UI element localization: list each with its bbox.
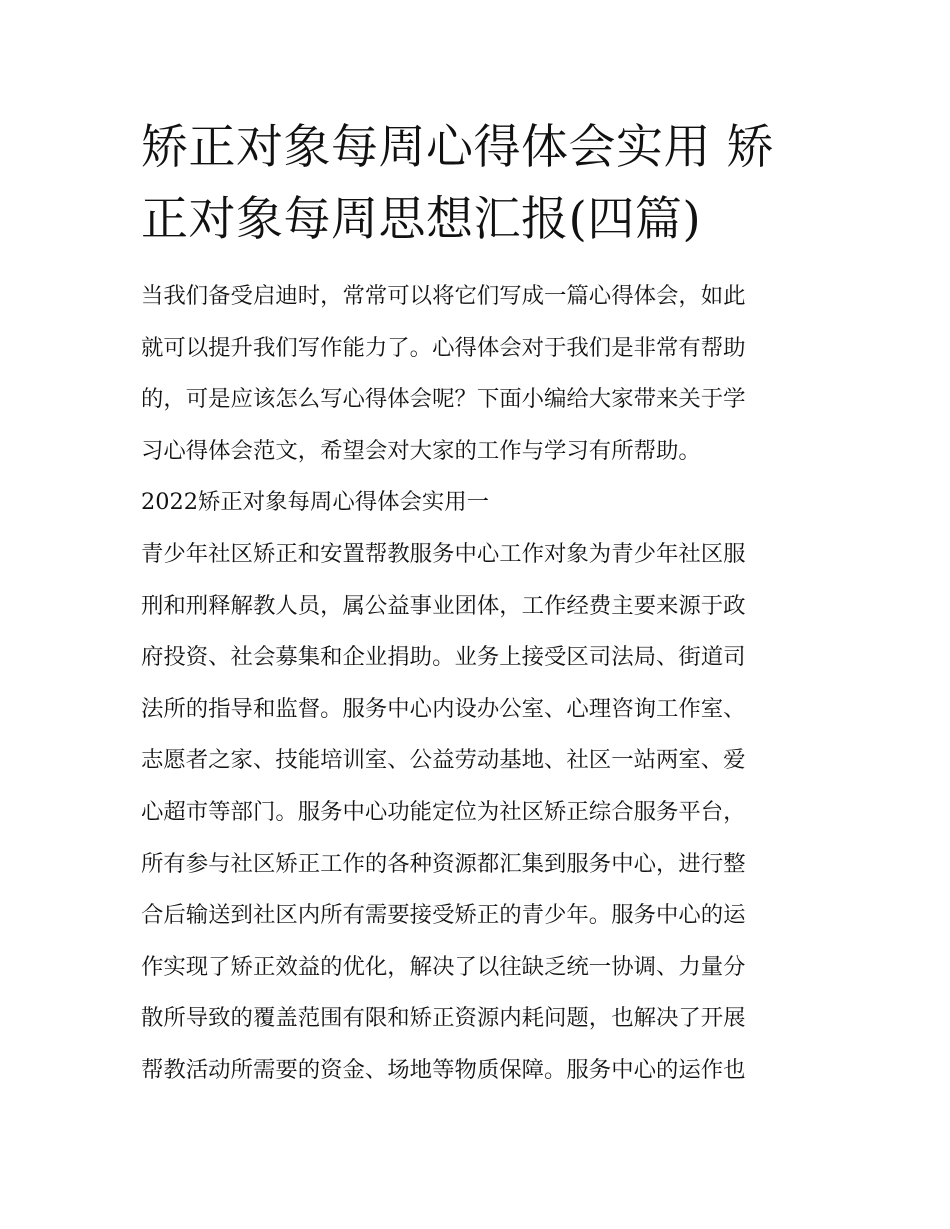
- text-line: 府投资、社会募集和企业捐助。业务上接受区司法局、街道司: [141, 644, 746, 671]
- text-line: 法所的指导和监督。服务中心内设办公室、心理咨询工作室、: [141, 695, 746, 722]
- body-paragraph: [141, 529, 813, 1097]
- text-line: 心超市等部门。服务中心功能定位为社区矫正综合服务平台，: [141, 798, 746, 825]
- document-title: [141, 112, 813, 256]
- text-line: 合后输送到社区内所有需要接受矫正的青少年。服务中心的运: [141, 902, 746, 929]
- document-body: [141, 112, 813, 1097]
- text-line: 所有参与社区矫正工作的各种资源都汇集到服务中心，进行整: [141, 850, 746, 877]
- title-line: 正对象每周思想汇报(四篇): [141, 192, 702, 247]
- text-line: 的，可是应该怎么写心得体会呢？下面小编给大家带来关于学: [141, 386, 746, 413]
- intro-paragraph: [141, 271, 813, 477]
- text-line: 就可以提升我们写作能力了。心得体会对于我们是非常有帮助: [141, 334, 746, 361]
- title-line: 矫正对象每周心得体会实用 矫: [141, 120, 774, 175]
- text-line: 刑和刑释解教人员，属公益事业团体，工作经费主要来源于政: [141, 592, 746, 619]
- text-line: 散所导致的覆盖范围有限和矫正资源内耗问题，也解决了开展: [141, 1005, 746, 1032]
- text-line: 青少年社区矫正和安置帮教服务中心工作对象为青少年社区服: [141, 540, 746, 567]
- text-line: 当我们备受启迪时，常常可以将它们写成一篇心得体会，如此: [141, 283, 746, 309]
- text-line: 作实现了矫正效益的优化，解决了以往缺乏统一协调、力量分: [141, 953, 746, 980]
- text-line: 帮教活动所需要的资金、场地等物质保障。服务中心的运作也: [141, 1056, 746, 1083]
- text-line: 习心得体会范文，希望会对大家的工作与学习有所帮助。: [141, 437, 701, 464]
- text-line: 志愿者之家、技能培训室、公益劳动基地、社区一站两室、爱: [141, 747, 746, 774]
- section-heading: 2022矫正对象每周心得体会实用一: [141, 489, 490, 516]
